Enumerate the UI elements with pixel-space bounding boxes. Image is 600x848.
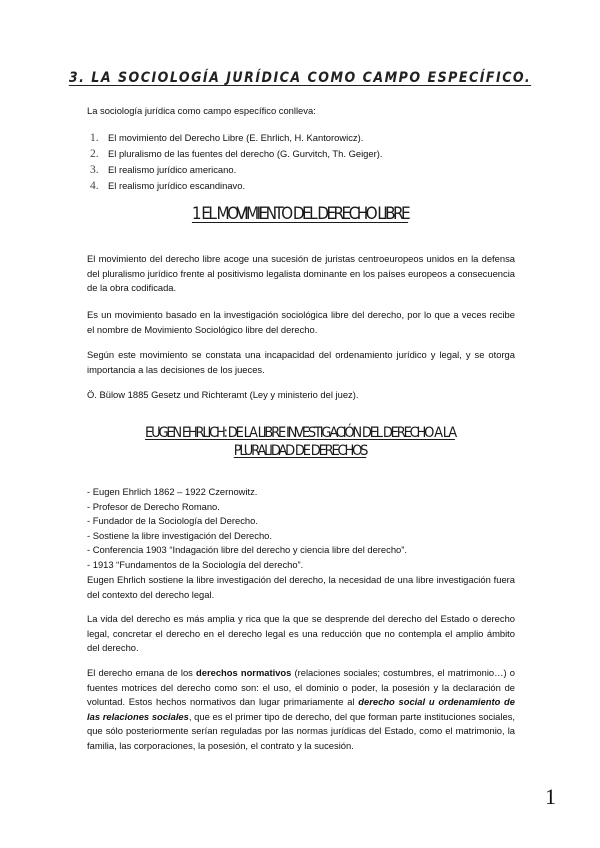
numbered-list [90, 130, 510, 194]
list-item: - Sostiene la libre investigación del Derecho. [87, 529, 272, 541]
list-item: 2. El pluralismo de las fuentes del derecho (G. Gurvitch, Th. Geiger). [90, 148, 383, 160]
heading-eugen-ehrlich [80, 424, 520, 460]
section-title: 3. LA SOCIOLOGÍA JURÍDICA COMO CAMPO ESPECÍFICO. [68, 70, 532, 86]
paragraph-2: Es un movimiento basado en la investigación sociológica libre del derecho, por lo que a veces recibe el nombre de Movimiento Sociológico libre del derecho. [87, 309, 515, 335]
list-item: - Conferencia 1903 “Indagación libre del derecho y ciencia libre del derecho”. [87, 544, 407, 556]
paragraph-1: El movimiento del derecho libre acoge una sucesión de juristas centroeuropeos unidos en la defensa del pluralismo jurídico frente al positivismo legalista dominante en los países europeos a consecuencia de la obra codificada. [87, 253, 515, 293]
paragraph-7: El derecho emana de los derechos normativos (relaciones sociales; costumbres, el matrimonio…) o fuentes motrices del derecho como son: el uso, el dominio o poder, la posesión y la declaración de voluntad. Estos hechos normativos dan lugar primariamente al derecho social u ordenamiento de las relaciones sociales, que es el primer tipo de derecho, del que forman parte instituciones sociales, que sólo posteriormente serían reguladas por las normas jurídicas del Estado, como el matrimonio, la familia, las corporaciones, la posesión, el contrato y la sucesión. [87, 667, 515, 751]
bullet-list [87, 485, 515, 573]
page-number: 1 [545, 784, 556, 809]
bold-italic-term: derecho social u ordenamiento de las relaciones sociales [87, 696, 515, 722]
paragraph-5: Eugen Ehrlich sostiene la libre investigación del derecho, la necesidad de una libre investigación fuera del contexto del derecho legal. [87, 574, 515, 600]
paragraph-6: La vida del derecho es más amplia y rica que la que se desprende del derecho del Estado o derecho legal, concretar el derecho en el derecho legal es una reducción que no contempla el amplio ámbito del derecho. [87, 613, 515, 653]
list-item: - Fundador de la Sociología del Derecho. [87, 515, 258, 527]
heading-movimiento-derecho-libre: 1 EL MOVIMIENTO DEL DERECHO LIBRE [191, 204, 409, 224]
list-item: 1. El movimiento del Derecho Libre (E. Ehrlich, H. Kantorowicz). [90, 132, 364, 144]
heading-line-2: PLURALIDAD DE DERECHOS [233, 443, 367, 459]
list-item: 4. El realismo jurídico escandinavo. [90, 180, 246, 192]
heading-line-1: EUGEN EHRLICH: DE LA LIBRE INVESTIGACIÓN DEL DERECHO A LA [145, 425, 455, 441]
paragraph-4: Ö. Bülow 1885 Gesetz und Richteramt (Ley y ministerio del juez). [87, 389, 359, 400]
bold-term: derechos normativos [196, 667, 292, 678]
list-item: - 1913 “Fundamentos de la Sociología del derecho”. [87, 558, 304, 570]
list-item: 3. El realismo jurídico americano. [90, 164, 237, 176]
list-item: - Profesor de Derecho Romano. [87, 500, 220, 512]
intro-text: La sociología jurídica como campo específico conlleva: [87, 105, 316, 116]
list-item: - Eugen Ehrlich 1862 – 1922 Czernowitz. [87, 486, 258, 497]
paragraph-3: Según este movimiento se constata una incapacidad del ordenamiento jurídico y legal, y se otorga importancia a las decisiones de los jueces. [87, 349, 515, 375]
